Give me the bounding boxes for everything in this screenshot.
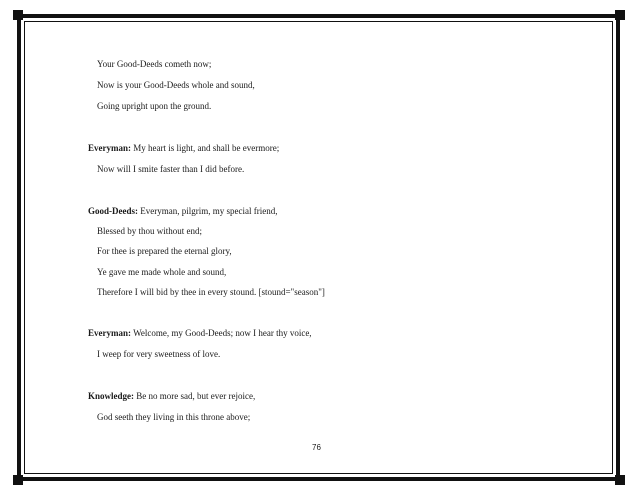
verse-line: God seeth they living in this throne above; [97,412,251,422]
speaker-line [88,143,279,154]
verse-line: For thee is prepared the eternal glory, [97,246,232,256]
page-number: 76 [312,443,321,452]
verse-line: Going upright upon the ground. [97,101,212,111]
verse-line: I weep for very sweetness of love. [97,349,221,359]
verse-line: Your Good-Deeds cometh now; [97,59,212,69]
speaker-line [88,328,312,339]
verse-line: Ye gave me made whole and sound, [97,267,227,277]
speaker-line [88,391,255,402]
speaker-line [88,206,277,217]
speaker-text: Everyman, pilgrim, my special friend, [138,206,278,216]
verse-line: Now is your Good-Deeds whole and sound, [97,80,255,90]
verse-line: Therefore I will bid by thee in every stound. [stound="season"] [97,287,325,297]
speaker-name: Good-Deeds: [88,206,138,216]
speaker-name: Knowledge: [88,391,134,401]
verse-line: Now will I smite faster than I did before. [97,164,245,174]
verse-line: Blessed by thou without end; [97,226,202,236]
speaker-name: Everyman: [88,328,131,338]
speaker-text: Welcome, my Good-Deeds; now I hear thy voice, [131,328,312,338]
speaker-text: My heart is light, and shall be evermore; [131,143,280,153]
speaker-name: Everyman: [88,143,131,153]
speaker-text: Be no more sad, but ever rejoice, [134,391,256,401]
